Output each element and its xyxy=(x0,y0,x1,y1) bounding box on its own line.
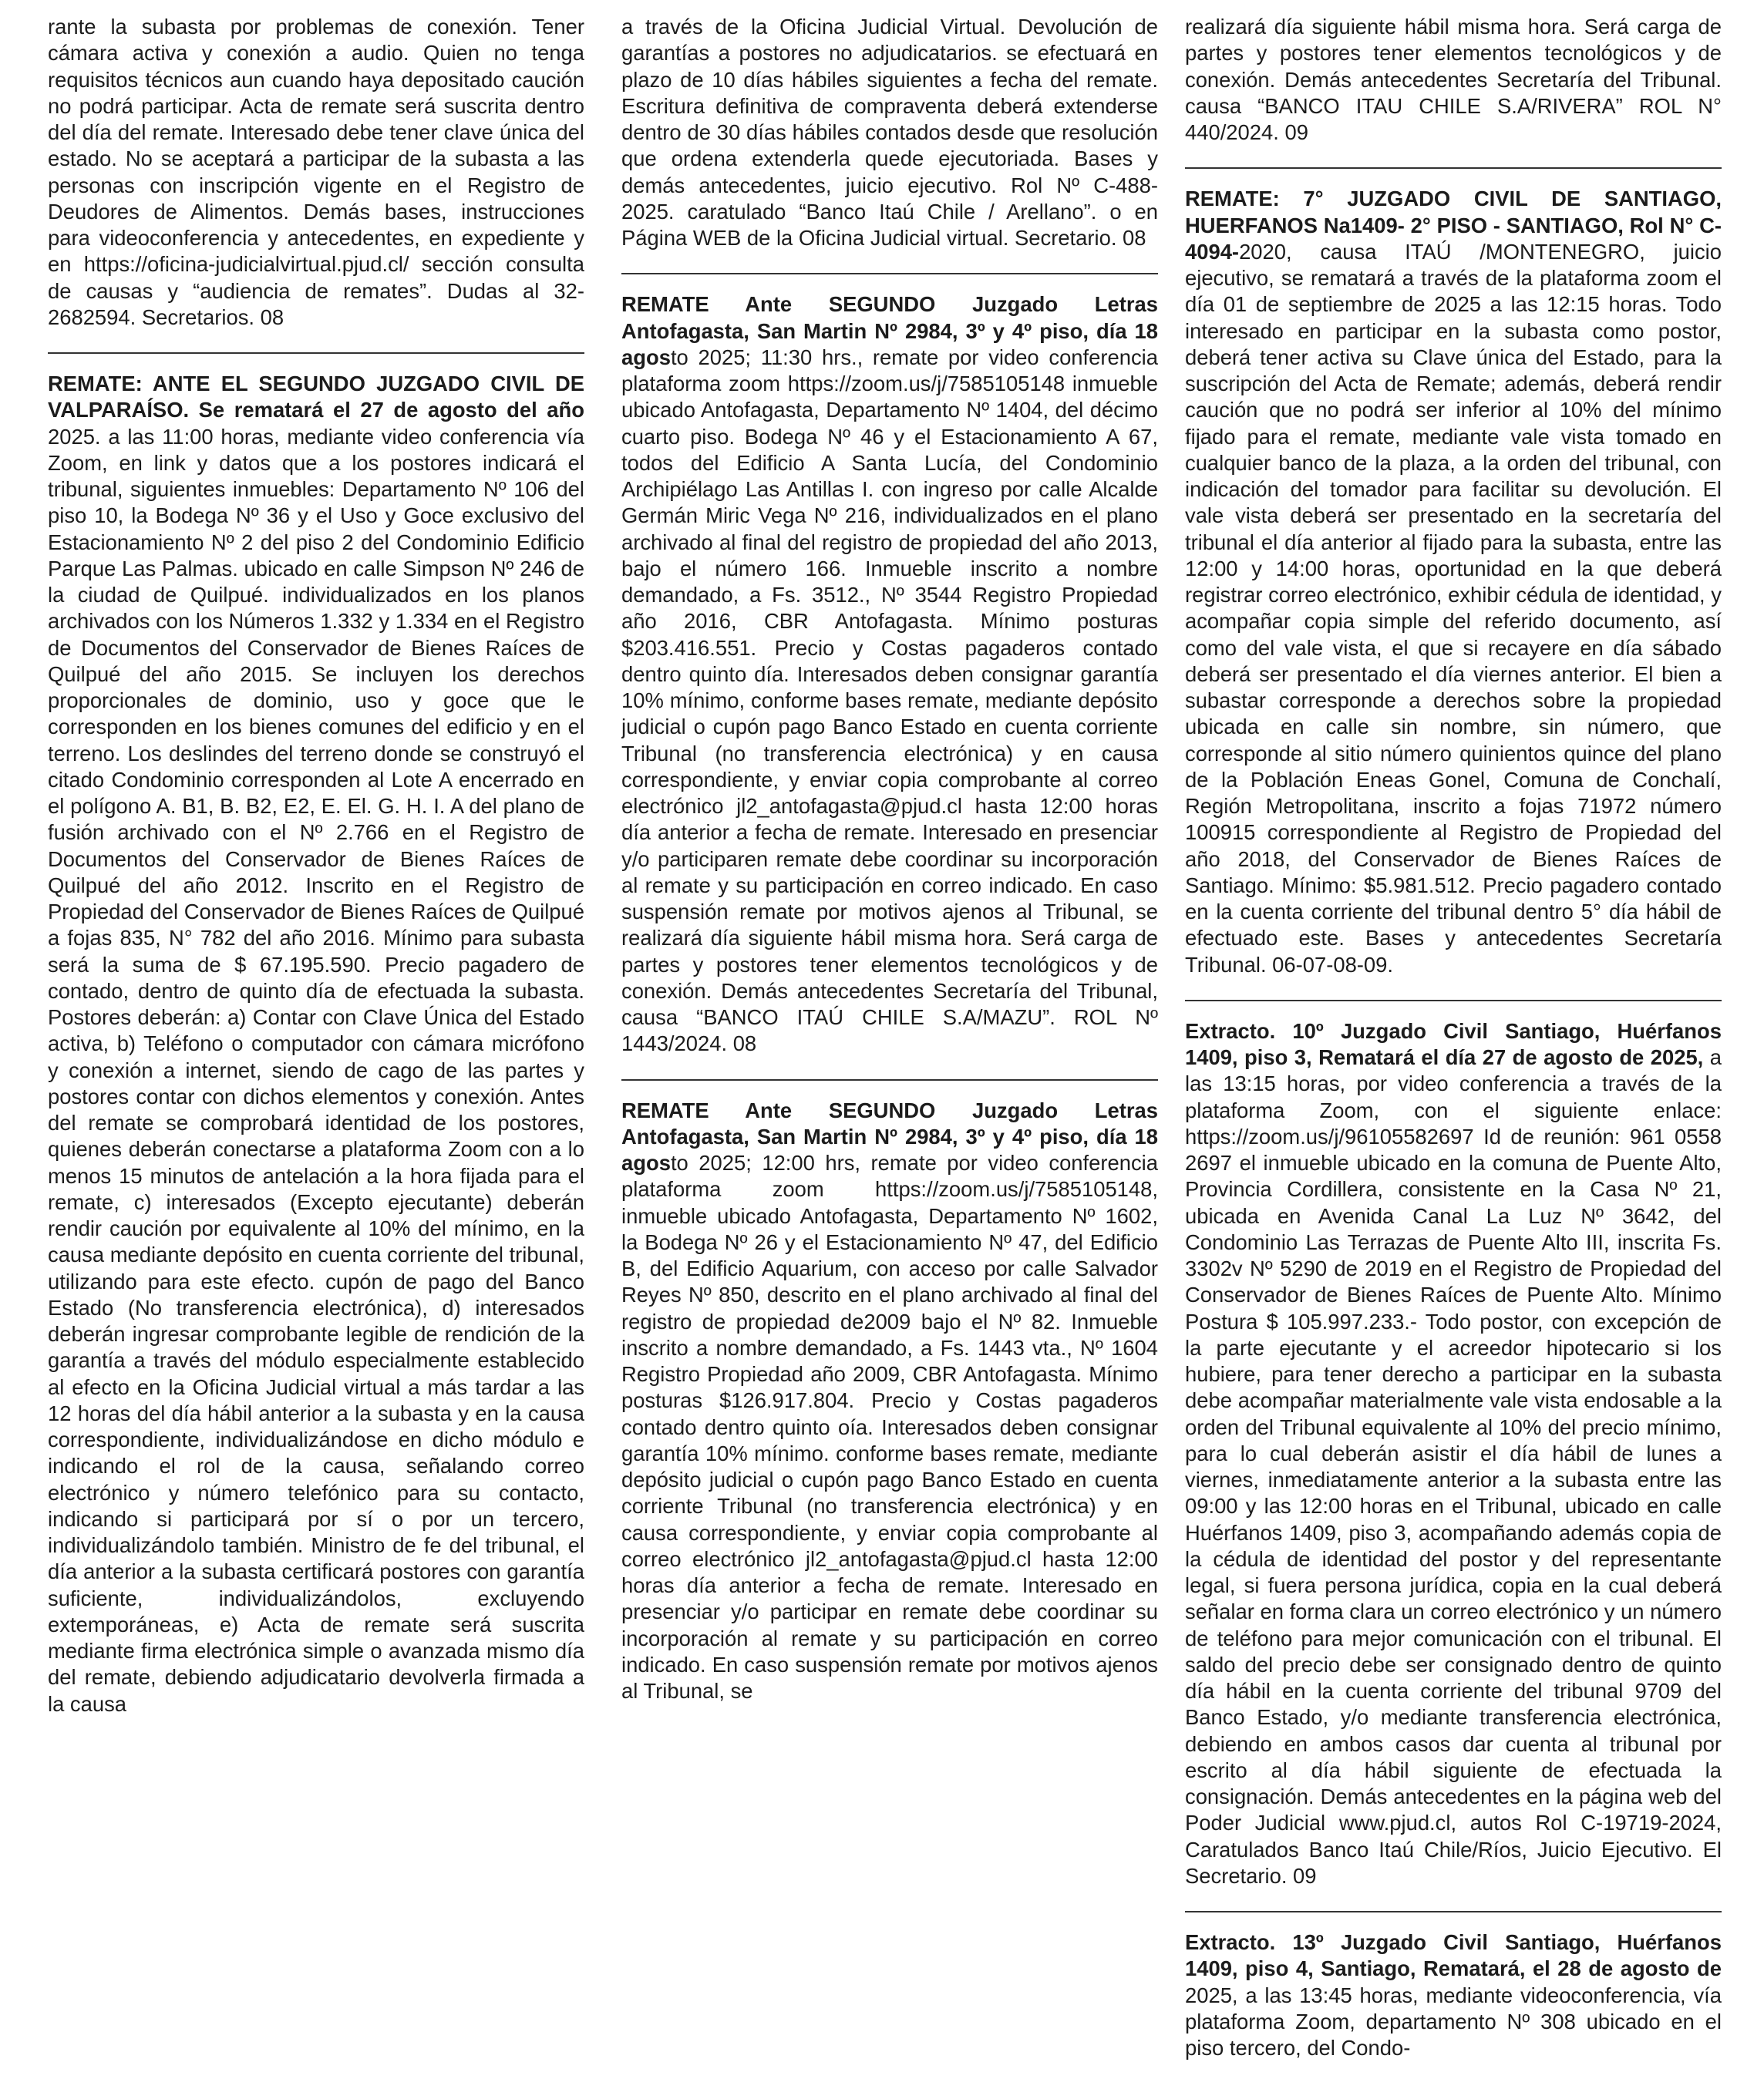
notice-separator xyxy=(621,1079,1158,1081)
notice-continuation: a través de la Oficina Judicial Virtual. Devolución de garantías a postores no adjudicatarios. se efectuará en plazo de 10 días hábiles siguientes a fecha del remate. Escritura definitiva de compraventa deberá extenderse dentro de 30 días hábiles contados desde que resolución que ordena extenderla quede ejecutoriada. Bases y demás antecedentes, juicio ejecutivo. Rol Nº C-488-2025. caratulado “Banco Itaú Chile / Arellano”. o en Página WEB de la Oficina Judicial virtual. Secretario. 08 xyxy=(621,15,1158,250)
notice-remate-valparaiso xyxy=(48,371,584,1717)
notice-separator xyxy=(1185,1911,1722,1912)
column-3 xyxy=(1185,14,1722,2074)
notice-remate-antofagasta-1 xyxy=(621,291,1158,1057)
notice-heading: REMATE Ante SEGUNDO Juzgado Letras Antofagasta, San Martin Nº 2984, 3º y 4º piso, día 18 agos xyxy=(621,1098,1158,1175)
notice-body: to 2025; 12:00 hrs, remate por video conferencia plataforma zoom https://zoom.us/j/7585105148, inmueble ubicado Antofagasta, Departamento Nº 1602, la Bodega Nº 26 y el Estacionamiento Nº 47, del Edificio B, del Edificio Aquarium, con acceso por calle Salvador Reyes Nº 850, descrito en el plano archivado al final del registro de propiedad de2009 bajo el Nº 82. Inmueble inscrito a nombre demandado, a Fs. 1443 vta., Nº 1604 Registro Propiedad año 2009, CBR Antofagasta. Mínimo posturas $126.917.804. Precio y Costas pagaderos contado dentro quinto oía. Interesados deben consignar garantía 10% mínimo. conforme bases remate, mediante depósito judicial o cupón pago Banco Estado en cuenta corriente Tribunal (no transferencia electrónica) y en causa correspondiente, y enviar copia comprobante al correo electrónico jl2_antofagasta@pjud.cl hasta 12:00 horas día anterior a fecha de remate. Interesado en presenciar y/o participar en remate debe coordinar su incorporación al remate y su participación en correo indicado. En caso suspensión remate por motivos ajenos al Tribunal, se xyxy=(621,1151,1158,1703)
notice-extracto-santiago-10 xyxy=(1185,1018,1722,1889)
notice-body: 2025, a las 13:45 horas, mediante videoconferencia, vía plataforma Zoom, departamento Nº 308 ubicado en el piso tercero, del Condo- xyxy=(1185,1983,1722,2060)
column-2 xyxy=(621,14,1158,2074)
notice-separator xyxy=(1185,167,1722,169)
notice-heading: REMATE: 7° JUZGADO CIVIL DE SANTIAGO, HUERFANOS Na1409- 2° PISO - SANTIAGO, Rol N° C-4094- xyxy=(1185,187,1722,264)
notice-body: a las 13:15 horas, por video conferencia a través de la plataforma Zoom, con el siguiente enlace: https://zoom.us/j/96105582697 Id de reunión: 961 0558 2697 el inmueble ubicado en la comuna de Puente Alto, Provincia Cordillera, consistente en la Casa Nº 21, ubicada en Avenida Canal La Luz Nº 3642, del Condominio Las Terrazas de Puente Alto III, inscrita Fs. 3302v Nº 5290 de 2019 en el Registro de Propiedad del Conservador de Bienes Raíces de Puente Alto. Mínimo Postura $ 105.997.233.- Todo postor, con excepción de la parte ejecutante y el acreedor hipotecario si los hubiere, para tener derecho a participar en la subasta debe acompañar materialmente vale vista endosable a la orden del Tribunal equivalente al 10% del precio mínimo, para lo cual deberán asistir el día hábil de lunes a viernes, inmediatamente anterior a la subasta entre las 09:00 y las 12:00 horas en el Tribunal, ubicado en calle Huérfanos 1409, piso 3, acompañando además copia de la cédula de identidad del postor y del representante legal, si fuera persona jurídica, copia en la cual deberá señalar en forma clara un correo electrónico y un número de teléfono para mejor comunicación con el tribunal. El saldo del precio debe ser consignado dentro de quinto día hábil en la cuenta corriente del tribunal 9709 del Banco Estado, y/o mediante transferencia electrónica, debiendo en ambos casos dar cuenta al tribunal por escrito al día hábil siguiente de efectuada la consignación. Demás antecedentes en la página web del Poder Judicial www.pjud.cl, autos Rol C-19719-2024, Caratulados Banco Itaú Chile/Ríos, Juicio Ejecutivo. El Secretario. 09 xyxy=(1185,1045,1722,1888)
notice-separator xyxy=(621,273,1158,274)
notice-separator xyxy=(48,352,584,354)
notice-continuation: realizará día siguiente hábil misma hora. Será carga de partes y postores tener elementos tecnológicos y de conexión. Demás antecedentes Secretaría del Tribunal. causa “BANCO ITAU CHILE S.A/RIVERA” ROL N° 440/2024. 09 xyxy=(1185,15,1722,144)
notice-continuation: rante la subasta por problemas de conexión. Tener cámara activa y conexión a audio. Quien no tenga requisitos técnicos aun cuando haya depositado caución no podrá participar. Acta de remate será suscrita dentro del día del remate. Interesado debe tener clave única del estado. No se aceptará a participar de la subasta a las personas con inscripción vigente en el Registro de Deudores de Alimentos. Demás bases, instrucciones para videoconferencia y antecedentes, en expediente y en https://oficina-judicialvirtual.pjud.cl/ sección consulta de causas y “audiencia de remates”. Dudas al 32-2682594. Secretarios. 08 xyxy=(48,15,584,329)
notice-body: 2025. a las 11:00 horas, mediante video conferencia vía Zoom, en link y datos que a los postores indicará el tribunal, siguientes inmuebles: Departamento Nº 106 del piso 10, la Bodega Nº 36 y el Uso y Goce exclusivo del Estacionamiento Nº 2 del piso 2 del Condominio Edificio Parque Las Palmas. ubicado en calle Simpson Nº 246 de la ciudad de Quilpué. individualizados en los planos archivados con los Números 1.332 y 1.334 en el Registro de Documentos del Conservador de Bienes Raíces de Quilpué del año 2015. Se incluyen los derechos proporcionales de dominio, uso y goce que le corresponden en los bienes comunes del edificio y en el terreno. Los deslindes del terreno donde se construyó el citado Condominio corresponden al Lote A encerrado en el polígono A. B1, B. B2, E2, E. El. G. H. I. A del plano de fusión archivado con el Nº 2.766 en el Registro de Documentos del Conservador de Bienes Raíces de Quilpué del año 2012. Inscrito en el Registro de Propiedad del Conservador de Bienes Raíces de Quilpué a fojas 835, N° 782 del año 2016. Mínimo para subasta será la suma de $ 67.195.590. Precio pagadero de contado, dentro de quinto día de efectuada la subasta. Postores deberán: a) Contar con Clave Única del Estado activa, b) Teléfono o computador con cámara micrófono y conexión a internet, siendo de cago de las partes y postores contar con dichos elementos y conexión. Antes del remate se comprobará identidad de los postores, quienes deberán conectarse a plataforma Zoom con a lo menos 15 minutos de antelación a la hora fijada para el remate, c) interesados (Excepto ejecutante) deberán rendir caución por equivalente al 10% del mínimo, en la causa mediante depósito en cuenta corriente del tribunal, utilizando para este efecto. cupón de pago del Banco Estado (No transferencia electrónica), d) interesados deberán ingresar comprobante legible de rendición de la garantía a través del módulo especialmente establecido al efecto en la Oficina Judicial virtual a más tardar a las 12 horas del día hábil anterior a la subasta y en la causa correspondiente, individualizándose en dicho módulo e indicando el rol de la causa, señalando correo electrónico y número telefónico para su contacto, indicando si participará por sí o por un tercero, individualizándolo también. Ministro de fe del tribunal, el día anterior a la subasta certificará postores con garantía suficiente, individualizándolos, excluyendo extemporáneas, e) Acta de remate será suscrita mediante firma electrónica simple o avanzada mismo día del remate, debiendo adjudicatario devolverla firmada a la causa xyxy=(48,424,584,1716)
notice-body: 2020, causa ITAÚ /MONTENEGRO, juicio ejecutivo, se rematará a través de la plataforma zoom el día 01 de septiembre de 2025 a las 12:15 horas. Todo interesado en participar en la subasta como postor, deberá tener activa su Clave única del Estado, para la suscripción del Acta de Remate; además, deberá rendir caución que no podrá ser inferior al 10% del mínimo fijado para el remate, mediante vale vista tomado en cualquier banco de la plaza, a la orden del tribunal, con indicación del tomador para facilitar su devolución. El vale vista deberá ser presentado en la secretaría del tribunal el día anterior al fijado para la subasta, entre las 12:00 y 14:00 horas, oportunidad en la que deberá registrar correo electrónico, exhibir cédula de identidad, y acompañar copia simple del referido documento, así como del vale vista, el que si recayere en día sábado deberá ser presentado el día viernes anterior. El bien a subastar corresponde a derechos sobre la propiedad ubicada en calle sin nombre, sin número, que corresponde al sitio número quinientos quince del plano de la Población Eneas Gonel, Comuna de Conchalí, Región Metropolitana, inscrito a fojas 71972 número 100915 correspondiente al Registro de Propiedad del año 2018, del Conservador de Bienes Raíces de Santiago. Mínimo: $5.981.512. Precio pagadero contado en la cuenta corriente del tribunal dentro 5° día hábil de efectuado este. Bases y antecedentes Secretaría Tribunal. 06-07-08-09. xyxy=(1185,239,1722,977)
column-1 xyxy=(48,14,584,2074)
notice-extracto-santiago-13 xyxy=(1185,1929,1722,2061)
notice-heading: Extracto. 10º Juzgado Civil Santiago, Huérfanos 1409, piso 3, Rematará el día 27 de agosto de 2025, xyxy=(1185,1018,1722,1069)
notice-heading: REMATE Ante SEGUNDO Juzgado Letras Antofagasta, San Martin Nº 2984, 3º y 4º piso, día 18 agos xyxy=(621,292,1158,369)
notice-remate-antofagasta-2 xyxy=(621,1098,1158,1705)
notice-separator xyxy=(1185,1000,1722,1001)
notice-heading: REMATE: ANTE EL SEGUNDO JUZGADO CIVIL DE VALPARAÍSO. Se rematará el 27 de agosto del año xyxy=(48,372,584,422)
notice-heading: Extracto. 13º Juzgado Civil Santiago, Huérfanos 1409, piso 4, Santiago, Rematará, el 28 de agosto de xyxy=(1185,1930,1722,1981)
notice-remate-santiago-7 xyxy=(1185,186,1722,978)
notice-body: to 2025; 11:30 hrs., remate por video conferencia plataforma zoom https://zoom.us/j/7585105148 inmueble ubicado Antofagasta, Departamento Nº 1404, del décimo cuarto piso. Bodega Nº 46 y el Estacionamiento A 67, todos del Edificio A Santa Lucía, del Condominio Archipiélago Las Antillas I. con ingreso por calle Alcalde Germán Miric Vega Nº 216, individualizados en el plano archivado al final del registro de propiedad del año 2013, bajo el número 166. Inmueble inscrito a nombre demandado, a Fs. 3512., Nº 3544 Registro Propiedad año 2016, CBR Antofagasta. Mínimo posturas $203.416.551. Precio y Costas pagaderos contado dentro quinto día. Interesados deben consignar garantía 10% mínimo, conforme bases remate, mediante depósito judicial o cupón pago Banco Estado en cuenta corriente Tribunal (no transferencia electrónica) y en causa correspondiente, y enviar copia comprobante al correo electrónico jl2_antofagasta@pjud.cl hasta 12:00 horas día anterior a fecha de remate. Interesado en presenciar y/o participaren remate debe coordinar su incorporación al remate y su participación en correo indicado. En caso suspensión remate por motivos ajenos al Tribunal, se realizará día siguiente hábil misma hora. Será carga de partes y postores tener elementos tecnológicos y de conexión. Demás antecedentes Secretaría del Tribunal, causa “BANCO ITAÚ CHILE S.A/MAZU”. ROL Nº 1443/2024. 08 xyxy=(621,345,1158,1056)
